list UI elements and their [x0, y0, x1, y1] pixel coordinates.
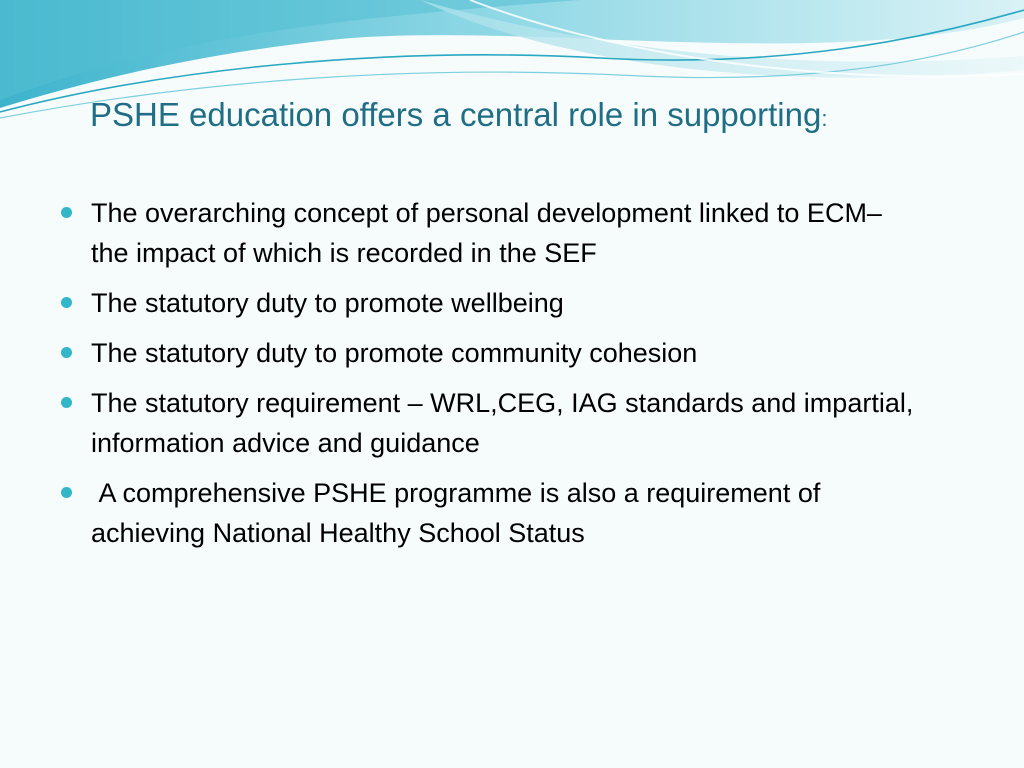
bullet-item [60, 193, 920, 273]
bullet-dot-icon [61, 347, 72, 358]
slide-title-text: PSHE education offers a central role in supporting [90, 96, 822, 133]
bullet-text: A comprehensive PSHE programme is also a requirement of achieving National Healthy School Status [91, 478, 828, 548]
bullet-dot-icon [61, 397, 72, 408]
bullet-item [60, 283, 920, 323]
bullet-list [60, 193, 920, 563]
slide-title [90, 92, 970, 142]
bullet-dot-icon [61, 487, 72, 498]
bullet-dot-icon [61, 297, 72, 308]
slide-title-colon: : [821, 106, 828, 131]
bullet-text: The statutory duty to promote wellbeing [91, 288, 564, 318]
bullet-text: The statutory duty to promote community cohesion [91, 338, 698, 368]
bullet-dot-icon [61, 207, 72, 218]
bullet-item [60, 333, 920, 373]
bullet-item [60, 473, 920, 553]
bullet-text: The overarching concept of personal development linked to ECM– the impact of which is recorded in the SEF [91, 198, 882, 268]
bullet-text: The statutory requirement – WRL,CEG, IAG standards and impartial, information advice and guidance [91, 388, 914, 458]
bullet-item [60, 383, 920, 463]
